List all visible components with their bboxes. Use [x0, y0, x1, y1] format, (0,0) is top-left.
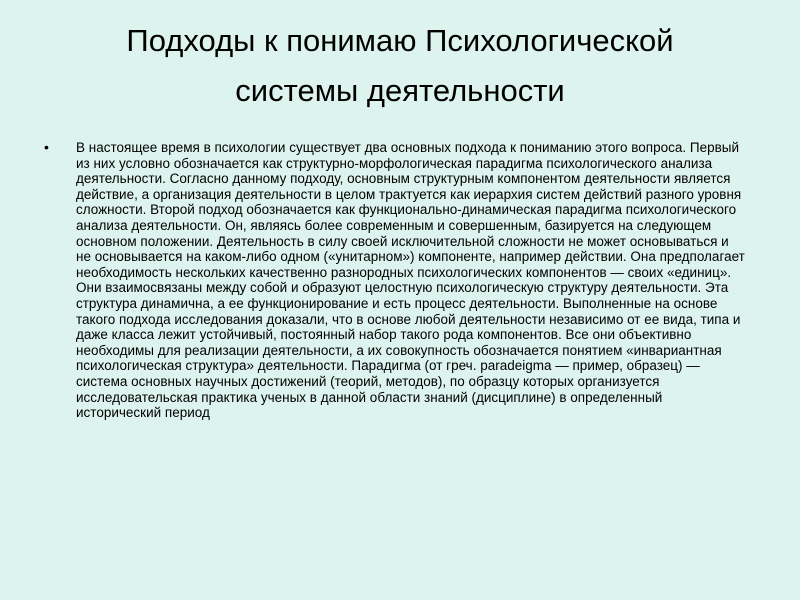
body-paragraph: В настоящее время в психологии существует два основных подхода к пониманию этого вопроса. Первый из них условно обозначается как структурно-морфологическая парадигма психологического анализа деятельности. Согласно данному подходу, основным структурным компонентом деятельности является действие, а организация деятельности в целом трактуется как иерархия систем действий разного уровня сложности. Второй подход обозначается как функционально-динамическая парадигма психологического анализа деятельности. Он, являясь более современным и совершенным, базируется на следующем основном положении. Деятельность в силу своей исключительной сложности не может основываться и не основывается на каком-либо одном («унитарном») компоненте, например действии. Она предполагает необходимость нескольких качественно разнородных психологических компонентов — своих «единиц». Они взаимосвязаны между собой и образуют целостную психологическую структуру деятельности. Эта структура динамична, а ее функционирование и есть процесс деятельности. Выполненные на основе такого подхода исследования доказали, что в основе любой деятельности независимо от ее вида, типа и даже класса лежит устойчивый, постоянный набор такого рода компонентов. Все они объективно необходимы для реализации деятельности, а их совокупность обозначается понятием «инвариантная психологическая структура» деятельности. Парадигма (от греч. paradeigma — пример, образец) — система основных научных достижений (теорий, методов), по образцу которых организуется исследовательская практика ученых в данной области знаний (дисциплине) в определенный исторический период: [76, 140, 745, 421]
slide-content: [40, 140, 745, 421]
bullet-item: [40, 140, 745, 421]
bullet-icon: •: [44, 139, 49, 155]
slide-title-line-2: системы деятельности: [235, 73, 565, 108]
slide-title: [0, 16, 800, 116]
slide-title-line-1: Подходы к понимаю Психологической: [126, 23, 674, 58]
